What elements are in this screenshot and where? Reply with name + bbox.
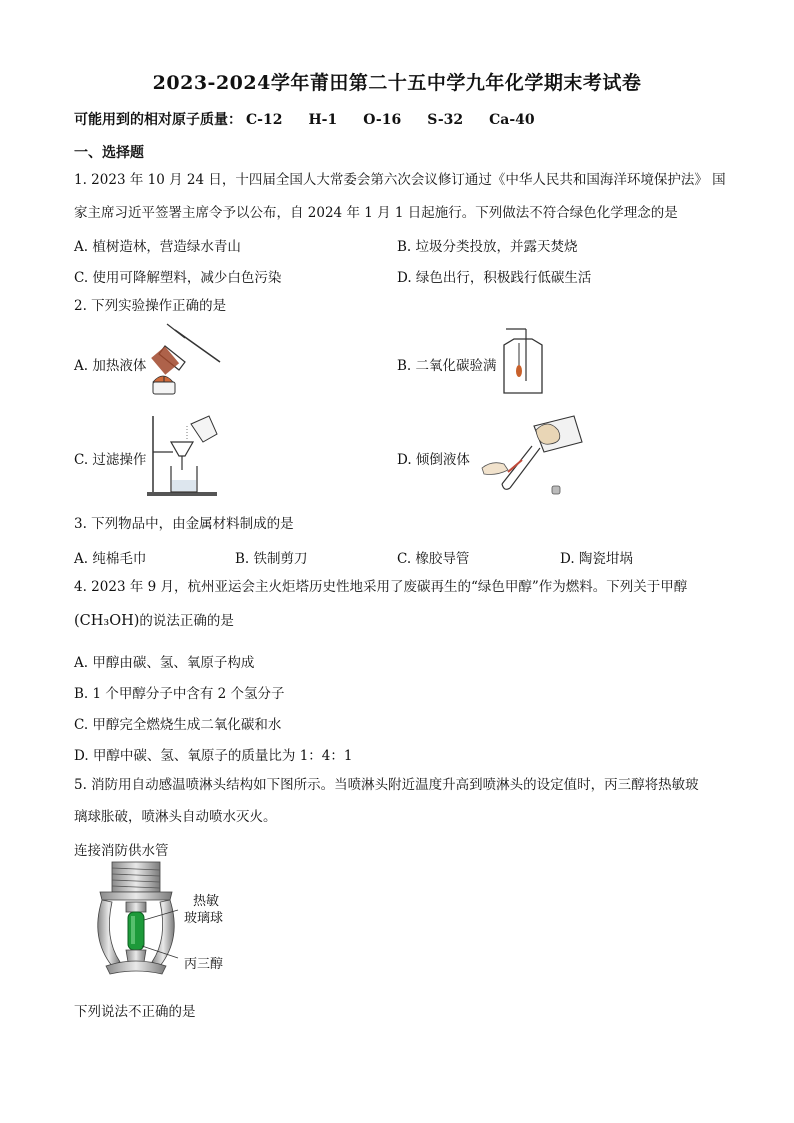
q3-option-d: D. 陶瓷坩埚 [560, 551, 633, 567]
mass-item: S-32 [427, 112, 464, 128]
q1-option-c: C. 使用可降解塑料，减少白色污染 [74, 270, 282, 286]
q2-option-c: C. 过滤操作 [74, 452, 147, 468]
co2-check-figure [498, 325, 548, 397]
q2-option-d: D. 倾倒液体 [397, 452, 470, 468]
q5-stem-line2: 璃球胀破，喷淋头自动喷水灭火。 [74, 809, 277, 825]
atomic-masses-label: 可能用到的相对原子质量： [74, 112, 242, 128]
q5-tail: 下列说法不正确的是 [74, 1004, 196, 1020]
q2-option-b: B. 二氧化碳验满 [397, 358, 497, 374]
sprinkler-figure [86, 858, 186, 988]
q1-stem-line2: 家主席习近平签署主席令予以公布，自 2024 年 1 月 1 日起施行。下列做法不符合绿色化学理念的是 [74, 205, 678, 221]
mass-item: Ca-40 [489, 112, 535, 128]
pouring-liquid-figure [478, 412, 590, 502]
glycerol-label: 丙三醇 [184, 957, 224, 972]
q1-option-b: B. 垃圾分类投放，并露天焚烧 [397, 239, 578, 255]
mass-item: O-16 [363, 112, 402, 128]
q1-option-a: A. 植树造林，营造绿水青山 [74, 239, 241, 255]
atomic-masses [74, 109, 561, 129]
q5-stem-line1: 5. 消防用自动感温喷淋头结构如下图所示。当喷淋头附近温度升高到喷淋头的设定值时，丙三醇将热敏玻 [74, 777, 699, 793]
glass-bulb-label-line1: 热敏 [193, 894, 220, 909]
mass-item: C-12 [246, 112, 283, 128]
section-heading: 一、选择题 [74, 145, 144, 161]
q3-option-b: B. 铁制剪刀 [235, 551, 308, 567]
q2-stem: 2. 下列实验操作正确的是 [74, 298, 227, 314]
sprinkler-caption: 连接消防供水管 [74, 843, 169, 859]
q4-option-c: C. 甲醇完全燃烧生成二氧化碳和水 [74, 717, 282, 733]
filtration-figure [147, 412, 229, 498]
glass-bulb-label-line2: 玻璃球 [184, 911, 224, 926]
q3-option-c: C. 橡胶导管 [397, 551, 470, 567]
q4-option-a: A. 甲醇由碳、氢、氧原子构成 [74, 655, 255, 671]
q4-option-d: D. 甲醇中碳、氢、氧原子的质量比为 1：4：1 [74, 748, 353, 764]
q4-stem-line2 [74, 612, 234, 630]
page-title: 2023-2024学年莆田第二十五中学九年化学期末考试卷 [152, 72, 642, 94]
q2-option-a: A. 加热液体 [74, 358, 147, 374]
q4-option-b: B. 1 个甲醇分子中含有 2 个氢分子 [74, 686, 285, 702]
q1-option-d: D. 绿色出行，积极践行低碳生活 [397, 270, 592, 286]
q3-option-a: A. 纯棉毛巾 [74, 551, 147, 567]
mass-item: H-1 [308, 112, 338, 128]
q4-formula: (CH₃OH) [74, 613, 140, 629]
q4-stem-line1: 4. 2023 年 9 月，杭州亚运会主火炬塔历史性地采用了废碳再生的“绿色甲醇”作为燃料。下列关于甲醇 [74, 579, 688, 595]
q3-stem: 3. 下列物品中，由金属材料制成的是 [74, 516, 294, 532]
heating-liquid-figure [145, 322, 225, 400]
q4-stem-rest: 的说法正确的是 [139, 613, 234, 629]
q1-stem-line1: 1. 2023 年 10 月 24 日，十四届全国人大常委会第六次会议修订通过《中华人民共和国海洋环境保护法》 国 [74, 172, 726, 188]
